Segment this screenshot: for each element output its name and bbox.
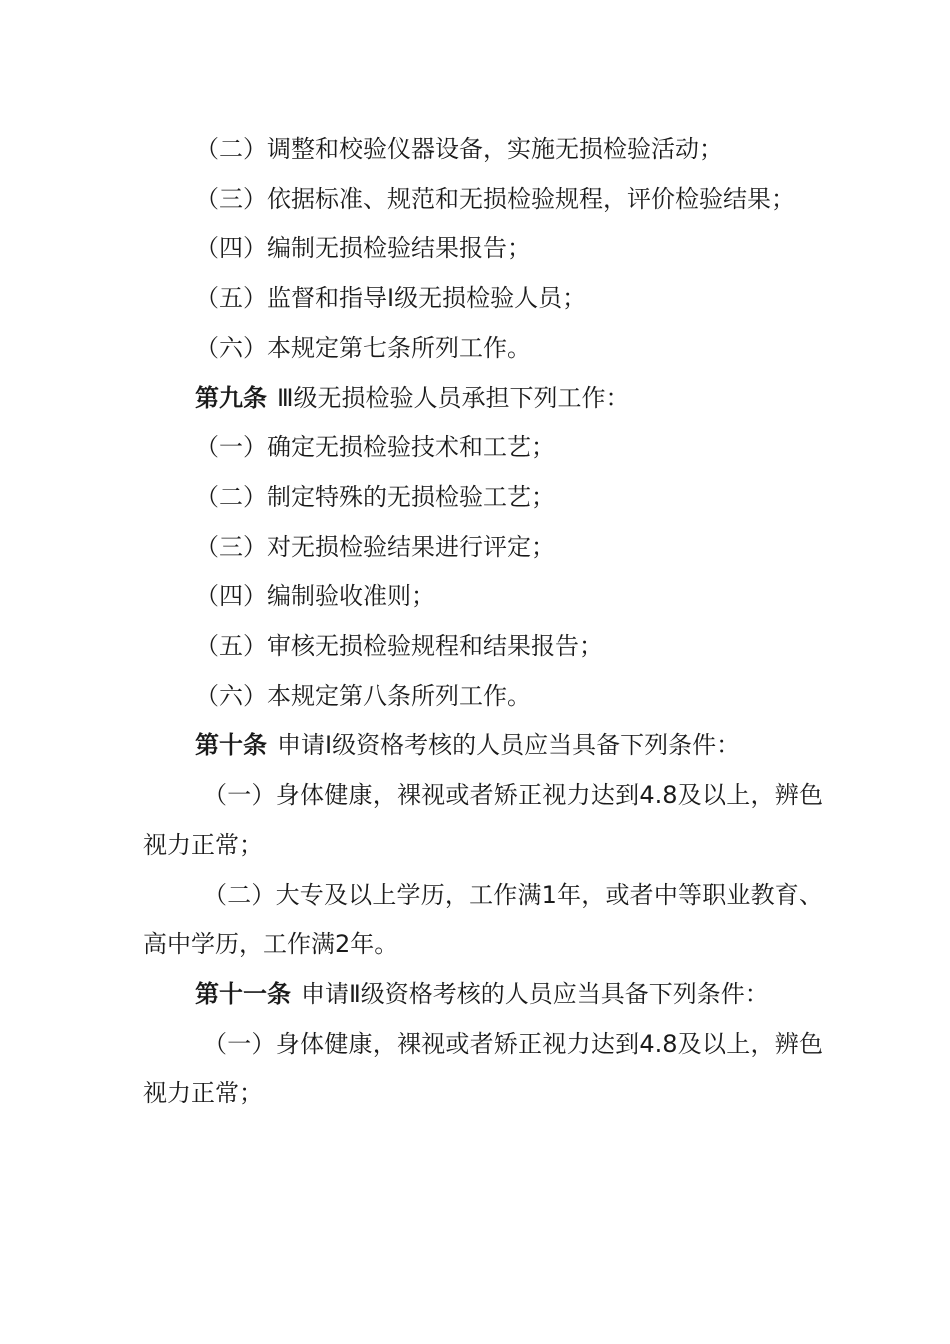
paragraph: （二）调整和校验仪器设备，实施无损检验活动； — [195, 135, 723, 163]
paragraph: （六）本规定第八条所列工作。 — [195, 681, 531, 710]
article-heading: 第十一条 — [195, 979, 291, 1008]
article-heading: 第十条 — [195, 731, 267, 760]
paragraph: （五）审核无损检验规程和结果报告； — [195, 632, 603, 661]
article-heading: 第九条 — [195, 383, 267, 412]
paragraph: （三）对无损检验结果进行评定； — [195, 532, 555, 561]
paragraph: （一）确定无损检验技术和工艺； — [195, 433, 555, 462]
paragraph: （一）身体健康，裸视或者矫正视力达到4.8及以上，辨色视力正常； — [143, 781, 823, 859]
paragraph: （二）大专及以上学历，工作满1年，或者中等职业教育、高中学历，工作满2年。 — [143, 880, 823, 959]
paragraph: （三）依据标准、规范和无损检验规程，评价检验结果； — [195, 184, 795, 213]
paragraph: （五）监督和指导Ⅰ级无损检验人员； — [195, 284, 587, 313]
article-paragraph: 第九条 Ⅲ级无损检验人员承担下列工作： — [195, 383, 630, 412]
paragraph: （二）制定特殊的无损检验工艺； — [195, 482, 555, 511]
paragraph: （六）本规定第七条所列工作。 — [195, 333, 531, 362]
paragraph: （一）身体健康，裸视或者矫正视力达到4.8及以上，辨色视力正常； — [143, 1029, 823, 1108]
article-paragraph: 第十一条 申请Ⅱ级资格考核的人员应当具备下列条件： — [195, 979, 769, 1008]
paragraph: （四）编制无损检验结果报告； — [195, 234, 531, 263]
article-paragraph: 第十条 申请Ⅰ级资格考核的人员应当具备下列条件： — [195, 731, 741, 760]
document-body — [143, 125, 823, 1119]
paragraph: （四）编制验收准则； — [195, 582, 435, 611]
